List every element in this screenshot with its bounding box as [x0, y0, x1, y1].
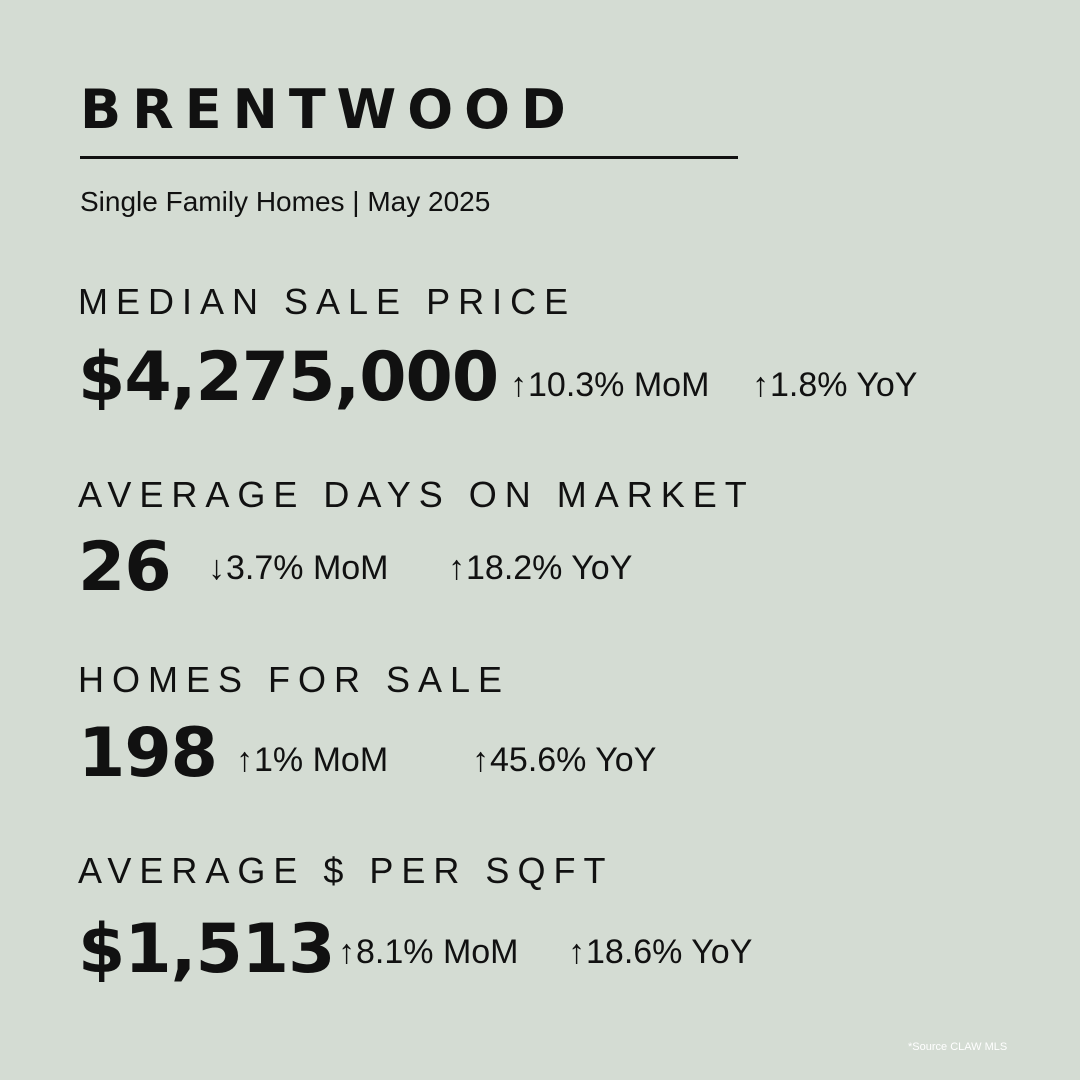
page-subtitle: Single Family Homes | May 2025: [80, 186, 491, 217]
yoy-change-text: 18.2% YoY: [466, 549, 633, 587]
stat-mom-median-sale-price: [510, 365, 709, 405]
stat-yoy-average-days-on-market: [448, 548, 632, 588]
stat-mom-homes-for-sale: [236, 740, 388, 780]
mom-change-text: 3.7% MoM: [226, 549, 389, 587]
arrow-up-icon: ↑: [236, 741, 253, 779]
stat-value-homes-for-sale: 198: [78, 714, 217, 793]
mom-change-text: 1% MoM: [254, 741, 389, 779]
title-divider: [80, 156, 738, 159]
arrow-up-icon: ↑: [472, 741, 489, 779]
stat-label-average-days-on-market: AVERAGE DAYS ON MARKET: [78, 474, 755, 515]
arrow-up-icon: ↑: [510, 366, 527, 404]
yoy-change-text: 45.6% YoY: [490, 741, 657, 779]
mom-change-text: 8.1% MoM: [356, 933, 519, 971]
stat-yoy-median-sale-price: [752, 365, 917, 405]
stat-label-average-per-sqft: AVERAGE $ PER SQFT: [78, 850, 614, 891]
stat-value-median-sale-price: $4,275,000: [78, 338, 499, 417]
stat-label-homes-for-sale: HOMES FOR SALE: [78, 659, 511, 700]
yoy-change-text: 18.6% YoY: [586, 933, 753, 971]
mom-change-text: 10.3% MoM: [528, 366, 710, 404]
arrow-up-icon: ↑: [338, 933, 355, 971]
stat-value-average-days-on-market: 26: [78, 528, 171, 607]
stat-yoy-homes-for-sale: [472, 740, 656, 780]
stat-value-average-per-sqft: $1,513: [78, 910, 335, 989]
arrow-up-icon: ↑: [568, 933, 585, 971]
arrow-up-icon: ↑: [752, 366, 769, 404]
arrow-down-icon: ↓: [208, 549, 225, 587]
yoy-change-text: 1.8% YoY: [770, 366, 918, 404]
stat-yoy-average-per-sqft: [568, 932, 752, 972]
source-note: *Source CLAW MLS: [908, 1041, 1008, 1053]
arrow-up-icon: ↑: [448, 549, 465, 587]
page-title: BRENTWOOD: [80, 78, 577, 141]
stat-mom-average-days-on-market: [208, 548, 389, 588]
stat-label-median-sale-price: MEDIAN SALE PRICE: [78, 281, 577, 322]
stat-mom-average-per-sqft: [338, 932, 519, 972]
